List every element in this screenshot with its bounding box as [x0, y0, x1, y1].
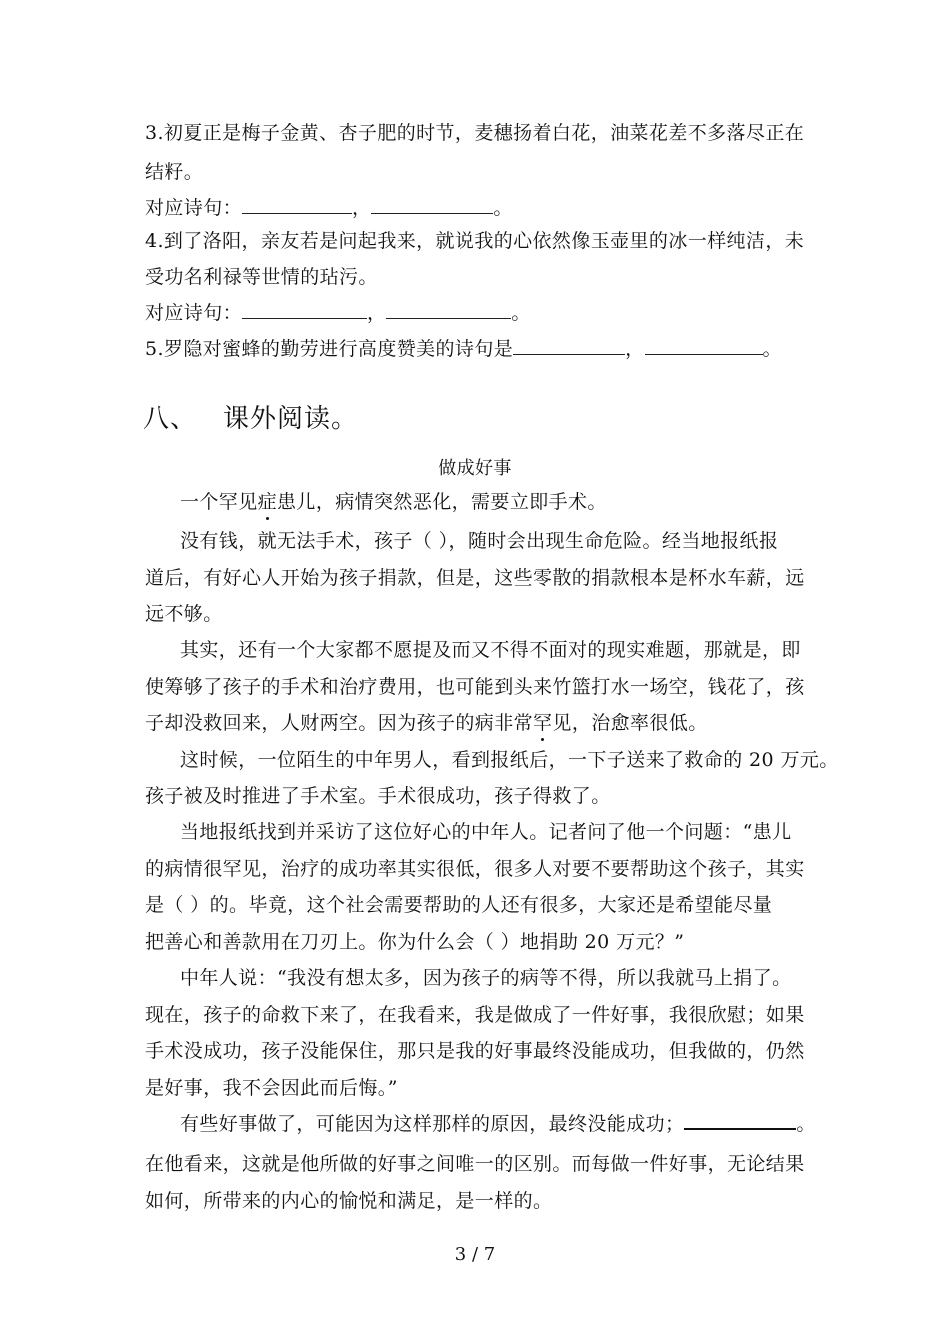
- p7-line1: [180, 1112, 816, 1136]
- p6-line1: 中年人说：“我没有想太多，因为孩子的病等不得，所以我就马上捐了。: [180, 967, 792, 989]
- q3-line1: 3.初夏正是梅子金黄、杏子肥的时节，麦穗扬着白花，油菜花差不多落尽正在: [145, 122, 805, 144]
- p7-line2: 在他看来，这就是他所做的好事之间唯一的区别。而每做一件好事，无论结果: [145, 1153, 805, 1175]
- p6-line2: 现在，孩子的命救下来了，在我看来，我是做成了一件好事，我很欣慰；如果: [145, 1004, 805, 1026]
- article-title: 做成好事: [438, 458, 512, 479]
- p4-line1: 这时候，一位陌生的中年男人，看到报纸后，一下子送来了救命的 20 万元。: [180, 749, 839, 771]
- q4-line1: 4.到了洛阳，亲友若是问起我来，就说我的心依然像玉壶里的冰一样纯洁，未: [145, 230, 805, 252]
- q4-blank-2[interactable]: [386, 303, 511, 319]
- p1-text-b: 患儿，病情突然恶化，需要立即手术。: [277, 491, 607, 513]
- q3-answer-label: 对应诗句：: [145, 197, 243, 219]
- q3-line2: 结籽。: [145, 161, 204, 183]
- p5-line2: 的病情很罕见，治疗的成功率其实很低，很多人对要不要帮助这个孩子，其实: [145, 858, 805, 880]
- q3-blank-2[interactable]: [371, 198, 493, 214]
- p3-line2: 使筹够了孩子的手术和治疗费用，也可能到头来竹篮打水一场空，钱花了，孩: [145, 676, 805, 698]
- p3-text-a: 子却没救回来，人财两空。因为孩子的病非常: [145, 712, 534, 734]
- page-number: 3 / 7: [454, 1244, 496, 1265]
- q3-sep: ，: [352, 197, 372, 219]
- p7-line3: 如何，所带来的内心的愉悦和满足，是一样的。: [145, 1190, 553, 1212]
- q3-answer-line: [145, 196, 513, 220]
- q4-line2: 受功名利禄等世情的玷污。: [145, 266, 378, 288]
- p5-line4: 把善心和善款用在刀刃上。你为什么会（ ）地捐助 20 万元？”: [145, 931, 685, 953]
- p2-line1: 没有钱，就无法手术，孩子（ ），随时会出现生命危险。经当地报纸报: [180, 530, 779, 552]
- p3-line1: 其实，还有一个大家都不愿提及而又不得不面对的现实难题，那就是，即: [180, 639, 801, 661]
- q4-blank-1[interactable]: [242, 303, 367, 319]
- p5-line3: 是（ ）的。毕竟，这个社会需要帮助的人还有很多，大家还是希望能尽量: [145, 894, 773, 916]
- q4-answer-line: [145, 301, 531, 325]
- section-number: 八、: [143, 404, 198, 434]
- p7-end: 。: [796, 1113, 816, 1135]
- p2-line2: 道后，有好心人开始为孩子捐款，但是，这些零散的捐款根本是杯水车薪，远: [145, 567, 805, 589]
- p1-dotted-char: 症: [257, 491, 278, 513]
- q5-text: 5.罗隐对蜜蜂的勤劳进行高度赞美的诗句是: [145, 338, 514, 360]
- section-title: 课外阅读。: [223, 404, 359, 434]
- q5-blank-2[interactable]: [645, 339, 763, 355]
- p3-dotted-char: 罕: [533, 712, 553, 734]
- q5-sep: ，: [625, 338, 645, 360]
- p7-text: 有些好事做了，可能因为这样那样的原因，最终没能成功；: [180, 1113, 685, 1135]
- p3-text-b: 见，治愈率很低。: [552, 712, 708, 734]
- q5-line: [145, 337, 782, 361]
- q5-end: 。: [762, 338, 782, 360]
- p4-line2: 孩子被及时推进了手术室。手术很成功，孩子得救了。: [145, 785, 611, 807]
- p5-line1: 当地报纸找到并采访了这位好心的中年人。记者问了他一个问题：“患儿: [180, 821, 792, 843]
- p6-line3: 手术没成功，孩子没能保住，那只是我的好事最终没能成功，但我做的，仍然: [145, 1040, 805, 1062]
- p7-blank[interactable]: [684, 1113, 796, 1130]
- p2-line3: 远不够。: [145, 603, 223, 625]
- q4-sep: ，: [367, 302, 387, 324]
- q3-end: 。: [493, 197, 513, 219]
- q3-blank-1[interactable]: [242, 198, 352, 214]
- q4-end: 。: [511, 302, 531, 324]
- p1-text-a: 一个罕见: [180, 491, 258, 513]
- p6-line4: 是好事，我不会因此而后悔。”: [145, 1077, 398, 1099]
- q5-blank-1[interactable]: [513, 339, 625, 355]
- p3-line3: [145, 711, 708, 735]
- section-heading: [143, 403, 358, 435]
- p1-line1: [180, 490, 607, 514]
- q4-answer-label: 对应诗句：: [145, 302, 243, 324]
